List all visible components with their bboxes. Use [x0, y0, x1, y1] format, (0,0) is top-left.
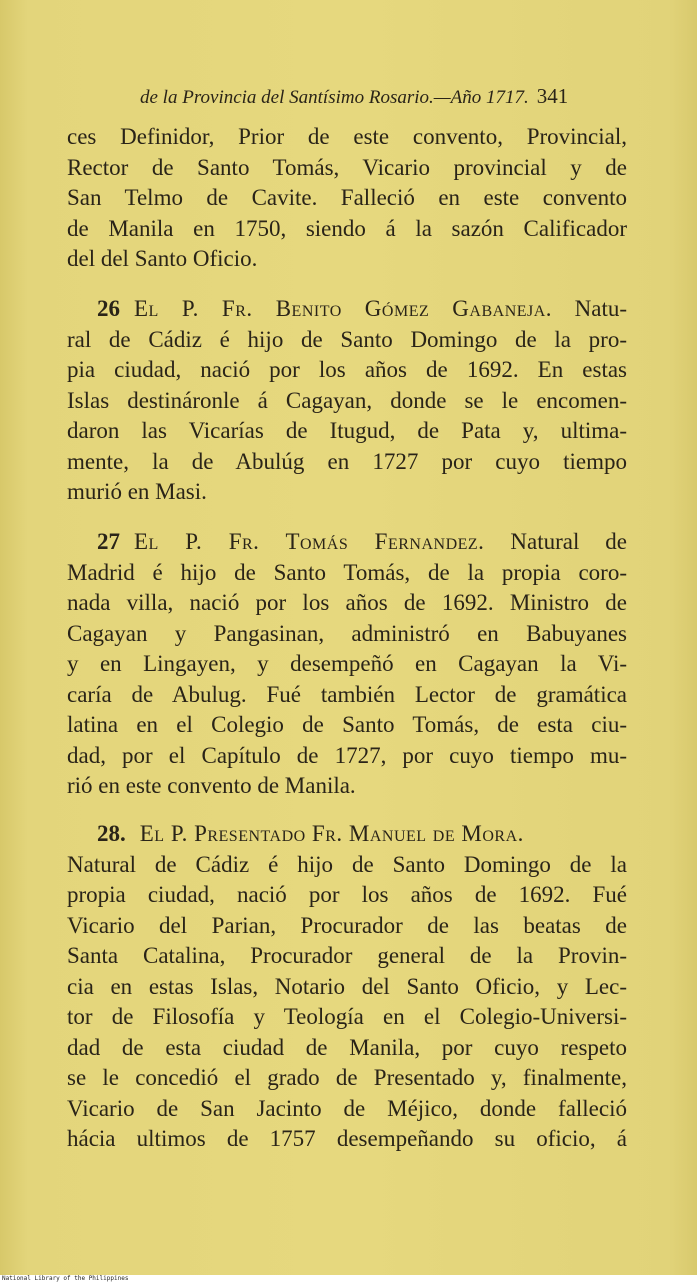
entry-first-line: [67, 294, 627, 325]
entry-first-line-rest: Natural de: [510, 529, 627, 554]
text-line: mente, la de Abulúg en 1727 por cuyo tiempo: [67, 448, 627, 474]
text-line: Cagayan y Pangasinan, administró en Babuyanes: [67, 620, 627, 646]
text-line: cia en estas Islas, Notario del Santo Oficio, y Lec-: [67, 973, 627, 999]
entry-27: [67, 527, 627, 802]
text-line: Vicario de San Jacinto de Méjico, donde falleció: [67, 1095, 627, 1121]
text-line: hácia ultimos de 1757 desempeñando su oficio, á: [67, 1126, 627, 1151]
entry-28: [67, 819, 627, 1155]
entry-number: 27: [97, 529, 120, 554]
text-line: murió en Masi.: [67, 479, 207, 504]
entry-first-line-rest: Natu-: [574, 296, 627, 321]
entry-name: El P. Presentado Fr. Manuel de Mora.: [139, 821, 524, 846]
text-line: nada villa, nació por los años de 1692. Ministro de: [67, 590, 627, 615]
entry-number: 28.: [97, 821, 126, 846]
entry-first-line: [67, 819, 627, 850]
text-line: propia ciudad, nació por los años de 1692. Fué: [67, 882, 627, 907]
text-line: ces Definidor, Prior de este convento, Provincial,: [67, 124, 627, 149]
text-line: Madrid é hijo de Santo Tomás, de la propia coro-: [67, 559, 627, 585]
entry-name: El P. Fr. Tomás Fernandez.: [134, 529, 485, 554]
running-title: de la Provincia del Santísimo Rosario.—Año 1717.: [140, 87, 529, 108]
text-line: Islas destináronle á Cagayan, donde se le encomen-: [67, 387, 627, 413]
text-line: se le concedió el grado de Presentado y, finalmente,: [67, 1065, 627, 1090]
text-line: Natural de Cádiz é hijo de Santo Domingo de la: [67, 851, 627, 877]
text-line: dad, por el Capítulo de 1727, por cuyo tiempo mu-: [67, 742, 627, 768]
text-line: de Manila en 1750, siendo á la sazón Calificador: [67, 215, 627, 241]
text-line: latina en el Colegio de Santo Tomás, de esta ciu-: [67, 712, 627, 737]
text-line: daron las Vicarías de Itugud, de Pata y, ultima-: [67, 418, 627, 443]
text-line: pia ciudad, nació por los años de 1692. En estas: [67, 357, 627, 382]
text-line: rió en este convento de Manila.: [67, 773, 356, 798]
text-line: Vicario del Parian, Procurador de las beatas de: [67, 912, 627, 938]
text-line: del del Santo Oficio.: [67, 246, 258, 271]
text-line: dad de esta ciudad de Manila, por cuyo respeto: [67, 1034, 627, 1060]
text-line: y en Lingayen, y desempeñó en Cagayan la Vi-: [67, 651, 627, 676]
paragraph-continuation: [67, 122, 627, 275]
page-number: 341: [536, 84, 569, 108]
text-line: tor de Filosofía y Teología en el Colegio-Universi-: [67, 1004, 627, 1029]
scan-attribution: National Library of the Philippines: [0, 1275, 697, 1283]
entry-number: 26: [97, 296, 120, 321]
text-line: Rector de Santo Tomás, Vicario provincial y de: [67, 154, 627, 180]
text-line: ral de Cádiz é hijo de Santo Domingo de la pro-: [67, 326, 627, 352]
running-header: [140, 84, 610, 109]
entry-first-line: [67, 527, 627, 558]
text-line: Santa Catalina, Procurador general de la Provin-: [67, 943, 627, 968]
entry-26: [67, 294, 627, 508]
text-line: San Telmo de Cavite. Falleció en este convento: [67, 185, 627, 210]
text-line: caría de Abulug. Fué también Lector de gramática: [67, 681, 627, 707]
entry-name: El P. Fr. Benito Gómez Gabaneja.: [134, 296, 553, 321]
